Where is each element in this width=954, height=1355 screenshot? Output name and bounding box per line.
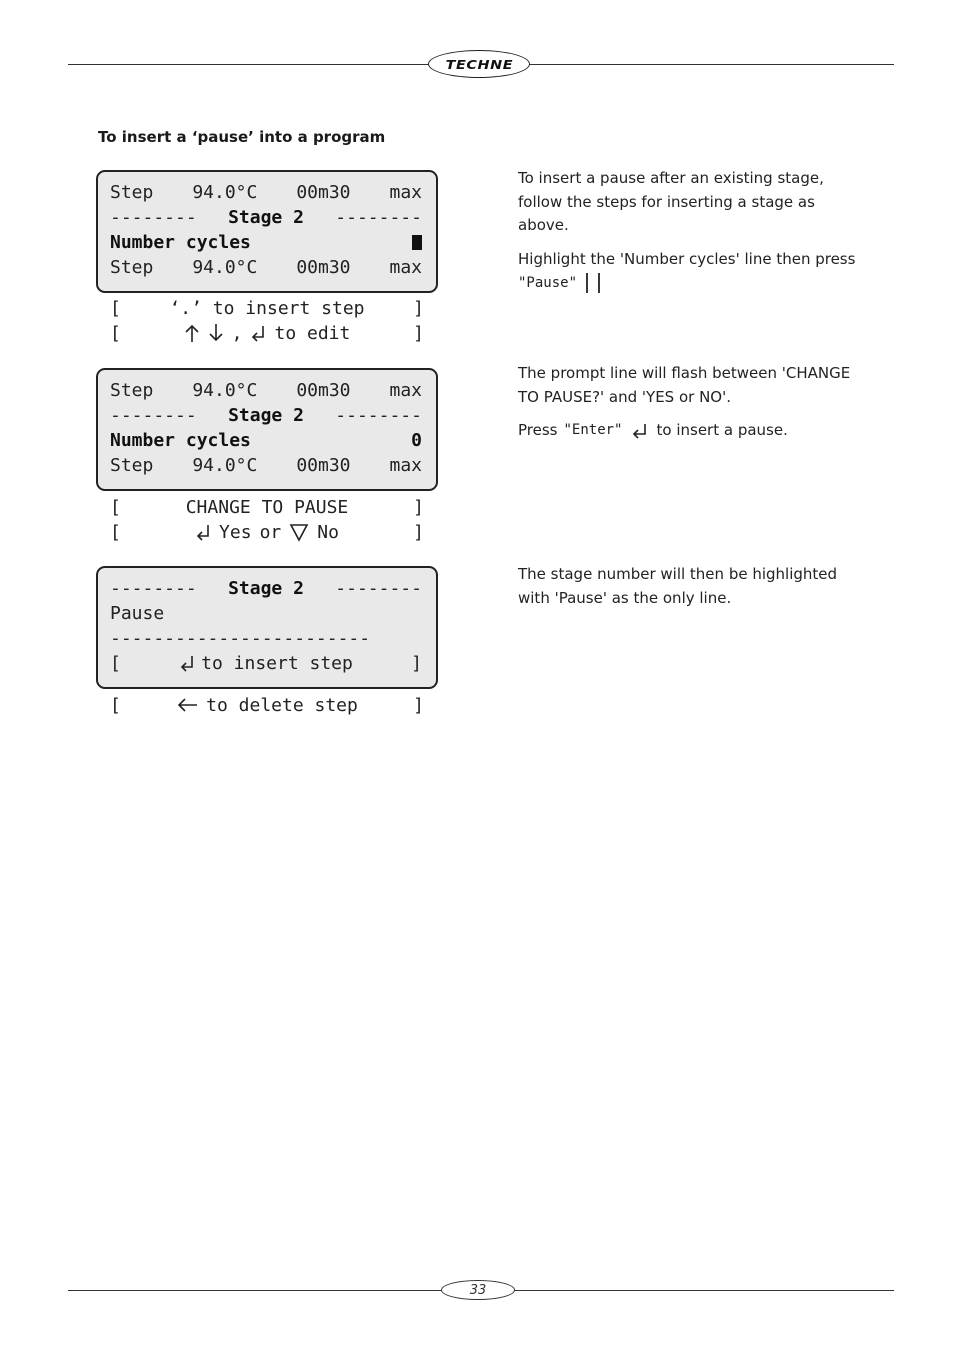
prompt-edit <box>184 323 351 344</box>
bracket-close: ] <box>413 694 424 716</box>
prompt-line <box>110 321 424 345</box>
bracket-open: [ <box>110 652 121 674</box>
arrow-up-icon <box>184 323 200 343</box>
lcd-stage-row <box>110 403 422 427</box>
prompt-line <box>110 296 424 320</box>
prompt-text: to delete step <box>206 694 358 716</box>
lcd-insert-row <box>110 651 422 675</box>
enter-icon <box>629 421 651 441</box>
stage-dashes-left: -------- <box>110 577 197 599</box>
bracket-close: ] <box>413 496 424 518</box>
enter-key-hint <box>518 419 788 443</box>
or-text: or <box>259 521 282 543</box>
techne-logo <box>428 50 530 78</box>
step-temp: 94.0°C <box>192 379 258 401</box>
instruction-para <box>518 248 858 295</box>
lcd-screen-3 <box>96 566 438 689</box>
bracket-open: [ <box>110 496 121 518</box>
yes-text: Yes <box>219 521 252 543</box>
bracket-open: [ <box>110 297 121 319</box>
stage-dashes-left: -------- <box>110 206 197 228</box>
bracket-open: [ <box>110 322 121 344</box>
prompt-text: ‘.’ to insert step <box>169 297 365 319</box>
cycles-value: 0 <box>411 429 422 451</box>
no-text: No <box>317 521 339 543</box>
stage-title: Stage 2 <box>228 206 304 228</box>
stage-title: Stage 2 <box>228 404 304 426</box>
prompt-delete <box>176 695 358 716</box>
lcd-stage-row <box>110 576 422 600</box>
prompt-line <box>110 495 424 519</box>
stage-dashes-right: -------- <box>335 206 422 228</box>
cycles-label: Number cycles <box>110 429 251 451</box>
lcd-step-row <box>110 180 422 204</box>
step-temp: 94.0°C <box>192 454 258 476</box>
lcd-screen-2 <box>96 368 438 491</box>
arrow-down-icon <box>208 323 224 343</box>
lcd-cycles-row <box>110 230 422 254</box>
prompt-line <box>110 693 424 717</box>
step-time: 00m30 <box>296 454 351 476</box>
prompt-line <box>110 520 424 544</box>
enter-icon <box>195 522 211 542</box>
bracket-open: [ <box>110 694 121 716</box>
cursor-block <box>412 235 422 250</box>
prompt-yes-no <box>195 522 339 543</box>
bracket-open: [ <box>110 521 121 543</box>
stage-dashes-left: -------- <box>110 404 197 426</box>
comma: , <box>231 322 243 344</box>
divider-dashes: ------------------------ <box>110 627 371 649</box>
step-mode: max <box>389 181 422 203</box>
pause-icon <box>583 272 603 294</box>
prompt-text: to edit <box>274 322 351 344</box>
stage-title: Stage 2 <box>228 577 304 599</box>
lcd-stage-row <box>110 205 422 229</box>
step-mode: max <box>389 454 422 476</box>
stage-dashes-right: -------- <box>335 404 422 426</box>
lcd-step-row <box>110 378 422 402</box>
insert-text: to insert step <box>201 652 353 674</box>
lcd-step-row <box>110 453 422 477</box>
instruction-para: The stage number will then be highlighted with 'Pause' as the only line. <box>518 565 838 607</box>
arrow-left-icon <box>176 695 198 715</box>
step-temp: 94.0°C <box>192 256 258 278</box>
instruction-para: The prompt line will flash between 'CHANGE TO PAUSE?' and 'YES or NO'. <box>518 364 851 406</box>
instruction-text: Highlight the 'Number cycles' line then press <box>518 250 856 268</box>
lcd-screen-1 <box>96 170 438 293</box>
step-label: Step <box>110 181 154 203</box>
step-temp: 94.0°C <box>192 181 258 203</box>
step-label: Step <box>110 454 154 476</box>
instruction-para <box>518 419 858 443</box>
page-number: 33 <box>441 1280 515 1300</box>
section-heading: To insert a ‘pause’ into a program <box>98 128 386 146</box>
instruction-text: to insert a pause. <box>656 421 788 439</box>
logo-text: TECHNE <box>445 56 513 72</box>
step-mode: max <box>389 379 422 401</box>
triangle-down-icon <box>289 522 309 542</box>
pause-key-hint <box>518 272 603 296</box>
bracket-close: ] <box>413 521 424 543</box>
prompt-text: CHANGE TO PAUSE <box>185 496 349 518</box>
step-label: Step <box>110 256 154 278</box>
bracket-close: ] <box>411 652 422 674</box>
bracket-close: ] <box>413 322 424 344</box>
step-time: 00m30 <box>296 181 351 203</box>
stage-dashes-right: -------- <box>335 577 422 599</box>
cycles-label: Number cycles <box>110 231 251 253</box>
bracket-close: ] <box>413 297 424 319</box>
key-name: "Enter" <box>563 422 623 438</box>
key-name: "Pause" <box>518 274 578 291</box>
instruction-text: Press <box>518 421 558 439</box>
lcd-step-row <box>110 255 422 279</box>
lcd-divider-row <box>110 626 422 650</box>
step-mode: max <box>389 256 422 278</box>
instruction-para: To insert a pause after an existing stage, follow the steps for inserting a stage as above. <box>518 169 824 234</box>
insert-hint <box>179 653 353 674</box>
enter-icon <box>179 653 195 673</box>
lcd-pause-row <box>110 601 422 625</box>
step-time: 00m30 <box>296 256 351 278</box>
lcd-cycles-row <box>110 428 422 452</box>
step-time: 00m30 <box>296 379 351 401</box>
step-label: Step <box>110 379 154 401</box>
enter-icon <box>250 323 266 343</box>
pause-label: Pause <box>110 602 165 624</box>
